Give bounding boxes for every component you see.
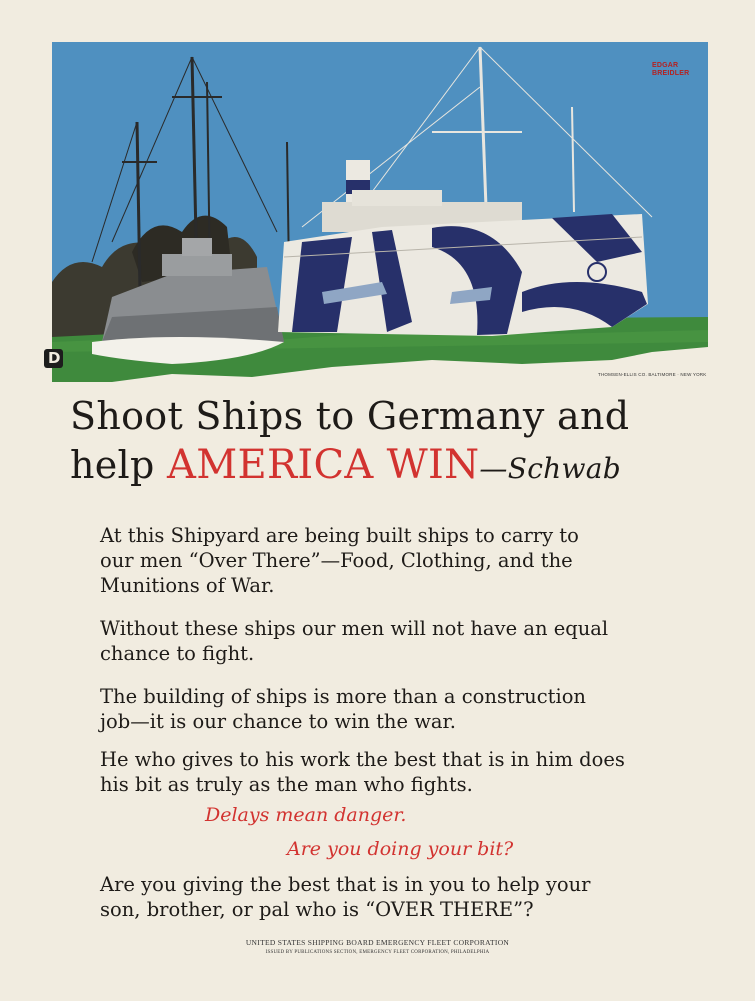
paragraph-shipyard [100, 523, 660, 598]
paragraph-gives [100, 747, 660, 797]
callout-delays: Delays mean danger. [205, 804, 407, 826]
body-line: son, brother, or pal who is “OVER THERE”? [100, 898, 534, 921]
body-line: job—it is our chance to win the war. [100, 710, 456, 733]
ships-illustration [52, 42, 708, 382]
headline-accent: AMERICA WIN [167, 442, 480, 488]
body-line: The building of ships is more than a construction [100, 685, 586, 708]
paragraph-giving-best [100, 872, 660, 922]
headline-prefix: help [70, 443, 168, 487]
footer-organization: UNITED STATES SHIPPING BOARD EMERGENCY FLEET CORPORATION [245, 938, 510, 947]
headline-line-1: Shoot Ships to Germany and [70, 394, 630, 438]
body-line: our men “Over There”—Food, Clothing, and the [100, 549, 573, 572]
callout-doing-your-bit: Are you doing your bit? [287, 838, 514, 860]
body-line: Munitions of War. [100, 574, 275, 597]
headline-attribution: —Schwab [479, 452, 622, 485]
body-line: chance to fight. [100, 642, 255, 665]
body-line: his bit as truly as the man who fights. [100, 773, 473, 796]
body-line: He who gives to his work the best that is in him does [100, 748, 625, 771]
headline [70, 392, 710, 493]
publisher-logo-icon [44, 349, 63, 368]
footer-issuer: ISSUED BY PUBLICATIONS SECTION, EMERGENCY FLEET CORPORATION, PHILADELPHIA [265, 950, 490, 955]
body-line: Are you giving the best that is in you to help your [100, 873, 591, 896]
body-line: Without these ships our men will not have an equal [100, 617, 609, 640]
paragraph-without-ships [100, 616, 660, 666]
artist-signature: EDGAR BREIDLER [652, 62, 690, 77]
printer-credit: THOMSEN-ELLIS CO. BALTIMORE · NEW YORK [598, 372, 707, 377]
headline-line-2 [70, 441, 710, 493]
dazzle-ships-picture [52, 42, 708, 382]
publisher-mark: D [48, 349, 61, 367]
paragraph-building [100, 684, 660, 734]
body-line: At this Shipyard are being built ships to carry to [100, 524, 579, 547]
